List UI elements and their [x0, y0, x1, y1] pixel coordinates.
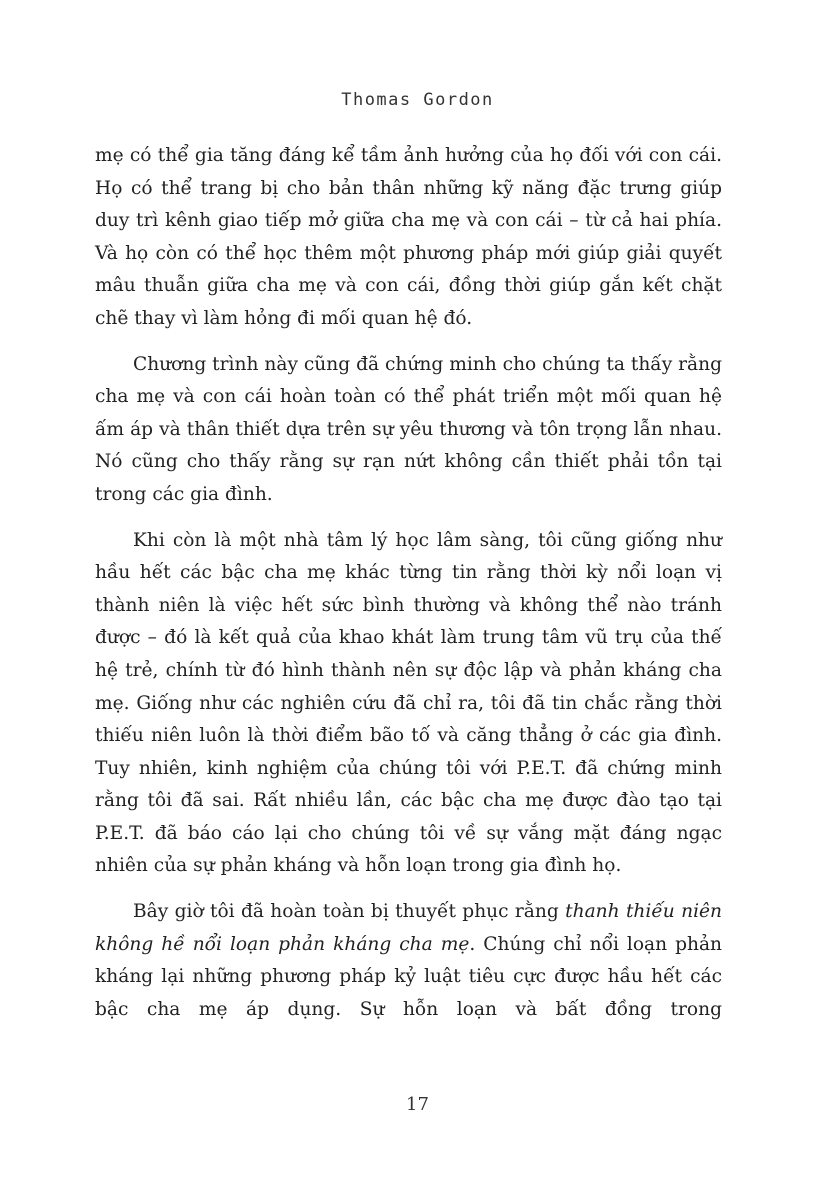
paragraph-4-italic-emphasis: thanh thiếu niên không hề nổi loạn phản kháng cha mẹ [95, 901, 723, 955]
page-number: 17 [406, 1094, 429, 1115]
running-header-author: Thomas Gordon [341, 90, 494, 110]
paragraph-1: mẹ có thể gia tăng đáng kể tầm ảnh hưởng của họ đối với con cái. Họ có thể trang bị cho bản thân những kỹ năng đặc trưng giúp duy trì kênh giao tiếp mở giữa cha mẹ và con cái – từ cả hai phía. Và họ còn có thể học thêm một phương pháp mới giúp giải quyết mâu thuẫn giữa cha mẹ và con cái, đồng thời giúp gắn kết chặt chẽ thay vì làm hỏng đi mối quan hệ đó. [95, 145, 722, 329]
paragraph-4 [95, 896, 722, 1026]
paragraph-3: Khi còn là một nhà tâm lý học lâm sàng, tôi cũng giống như hầu hết các bậc cha mẹ khác từng tin rằng thời kỳ nổi loạn vị thành niên là việc hết sức bình thường và không thể nào tránh được – đó là kết quả của khao khát làm trung tâm vũ trụ của thế hệ trẻ, chính từ đó hình thành nên sự độc lập và phản kháng cha mẹ. Giống như các nghiên cứu đã chỉ ra, tôi đã tin chắc rằng thời thiếu niên luôn là thời điểm bão tố và căng thẳng ở các gia đình. Tuy nhiên, kinh nghiệm của chúng tôi với P.E.T. đã chứng minh rằng tôi đã sai. Rất nhiều lần, các bậc cha mẹ được đào tạo tại P.E.T. đã báo cáo lại cho chúng tôi về sự vắng mặt đáng ngạc nhiên của sự phản kháng và hỗn loạn trong gia đình họ. [95, 529, 722, 877]
paragraph-4-text-start: Bây giờ tôi đã hoàn toàn bị thuyết phục rằng [133, 901, 566, 923]
paragraph-2: Chương trình này cũng đã chứng minh cho chúng ta thấy rằng cha mẹ và con cái hoàn toàn có thể phát triển một mối quan hệ ấm áp và thân thiết dựa trên sự yêu thương và tôn trọng lẫn nhau. Nó cũng cho thấy rằng sự rạn nứt không cần thiết phải tồn tại trong các gia đình. [95, 353, 722, 505]
body-text [95, 140, 722, 1026]
paragraph-4-text-end: . Chúng chỉ nổi loạn phản kháng lại những phương pháp kỷ luật tiêu cực được hầu hết các bậc cha mẹ áp dụng. Sự hỗn loạn và bất đồng trong [95, 933, 723, 1020]
